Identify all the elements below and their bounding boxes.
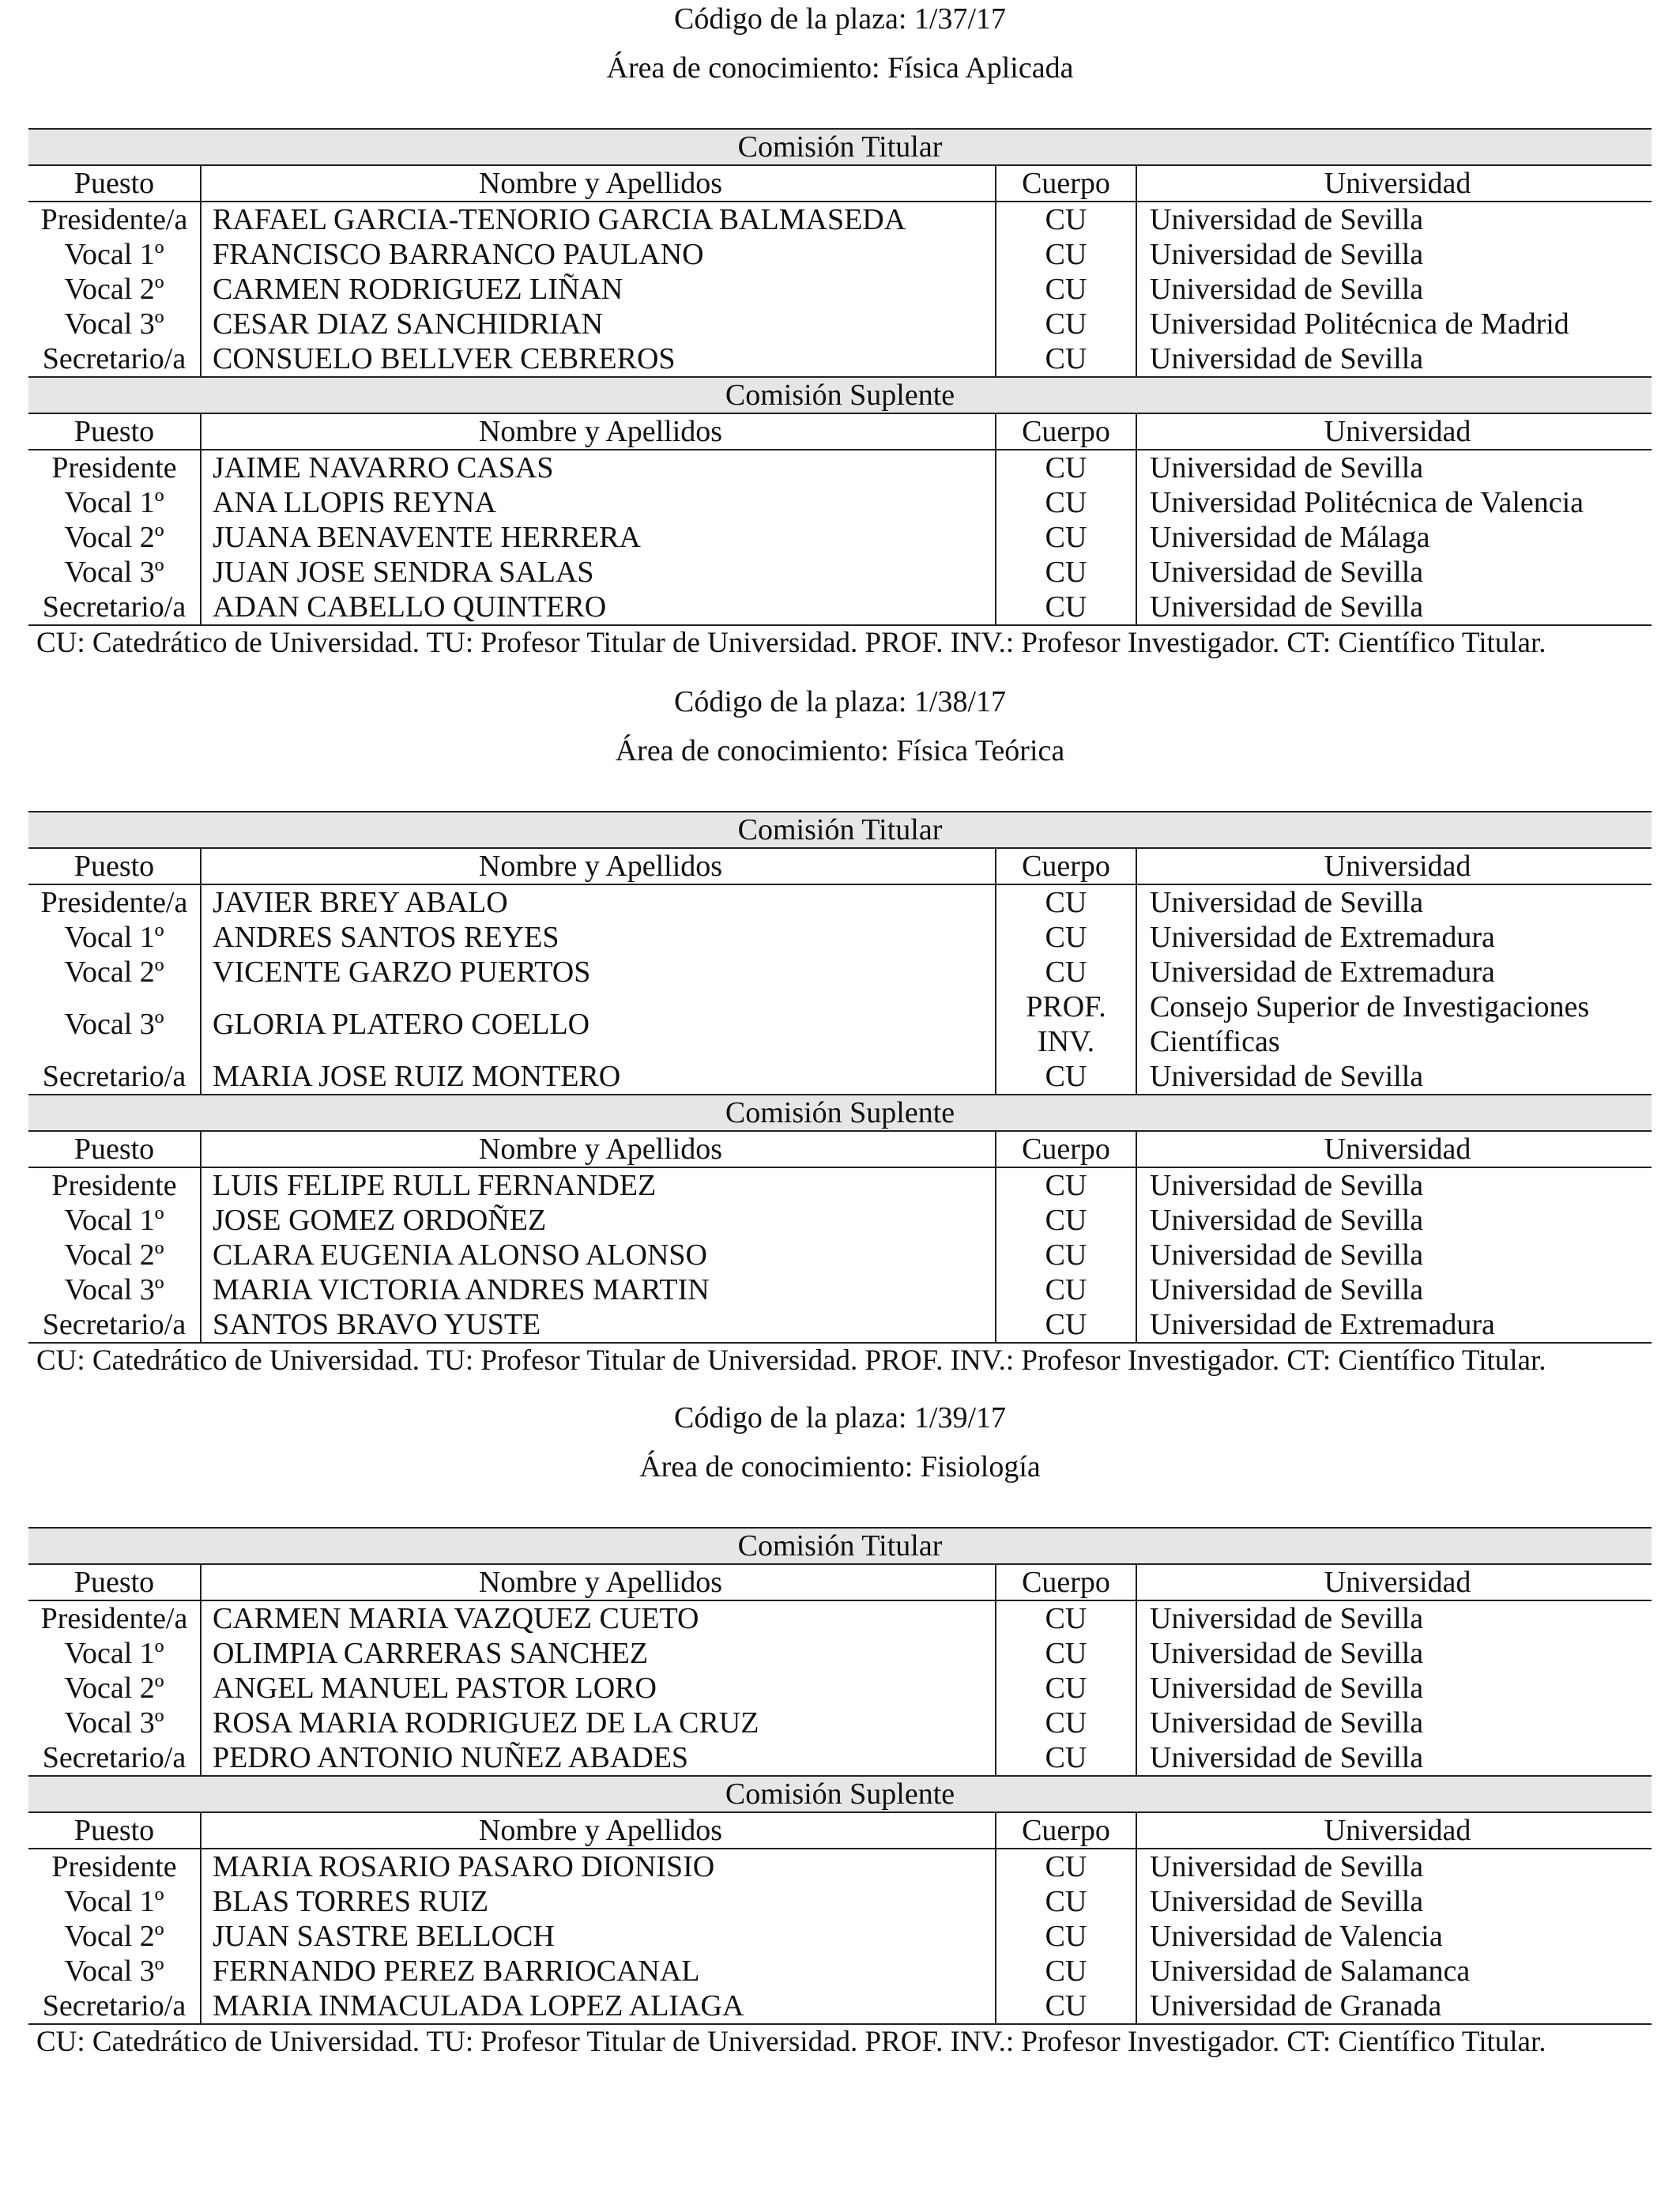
cell-nombre: PEDRO ANTONIO NUÑEZ ABADES [201,1740,996,1776]
cell-puesto: Secretario/a [28,1989,201,2024]
cell-cuerpo: CU [996,884,1136,920]
cell-cuerpo: CU [996,1203,1136,1238]
col-header-nombre: Nombre y Apellidos [201,1564,996,1600]
cell-puesto: Vocal 2º [64,1672,164,1705]
cell-nombre: LUIS FELIPE RULL FERNANDEZ [201,1167,996,1203]
plaza-section-3 [28,1399,1652,2060]
col-header-universidad: Universidad [1136,1564,1652,1600]
cell-nombre: CLARA EUGENIA ALONSO ALONSO [201,1238,996,1272]
cell-puesto: Presidente [51,1850,177,1883]
cell-universidad: Universidad de Sevilla [1136,1059,1652,1095]
cell-universidad: Universidad de Sevilla [1136,1203,1652,1238]
col-header-puesto: Puesto [28,413,201,450]
cell-puesto: Vocal 2º [64,273,164,306]
table-row [28,202,1652,237]
commission-table [28,811,1652,1344]
commission-titular-header: Comisión Titular [28,812,1652,848]
cell-universidad: Universidad de Málaga [1136,520,1652,555]
cell-puesto: Vocal 1º [64,486,164,519]
cell-universidad: Universidad de Sevilla [1136,202,1652,237]
cell-nombre: CARMEN RODRIGUEZ LIÑAN [201,272,996,307]
cell-universidad: Universidad de Sevilla [1136,1884,1652,1919]
commission-titular-header: Comisión Titular [28,129,1652,165]
cell-puesto: Vocal 2º [64,956,164,989]
cell-cuerpo: CU [996,237,1136,272]
cell-cuerpo: CU [996,307,1136,341]
col-header-cuerpo: Cuerpo [996,1812,1136,1849]
column-header-row [28,1564,1652,1600]
cell-cuerpo: CU [996,1740,1136,1776]
plaza-code: Código de la plaza: 1/37/17 [673,2,1007,36]
cell-puesto: Vocal 1º [64,1204,164,1237]
cell-cuerpo: CU [996,590,1136,625]
cell-nombre: MARIA VICTORIA ANDRES MARTIN [201,1272,996,1307]
col-header-nombre: Nombre y Apellidos [201,165,996,202]
cell-puesto: Vocal 3º [64,556,164,589]
cell-cuerpo [996,990,1136,1059]
cuerpo-line-2: INV. [1037,1025,1095,1058]
table-row [28,1884,1652,1919]
col-header-nombre: Nombre y Apellidos [201,1812,996,1849]
cell-puesto: Vocal 1º [64,238,164,271]
cell-puesto: Presidente [51,1169,177,1202]
cell-universidad: Universidad de Sevilla [1136,1167,1652,1203]
commission-suplente-header: Comisión Suplente [28,1776,1652,1812]
cell-cuerpo: CU [996,1636,1136,1671]
cell-cuerpo: CU [996,341,1136,377]
col-header-puesto: Puesto [28,1564,201,1600]
cell-cuerpo: CU [996,520,1136,555]
cell-universidad: Universidad de Sevilla [1136,555,1652,590]
table-row [28,1919,1652,1954]
commission-table [28,1527,1652,2025]
cell-nombre: MARIA ROSARIO PASARO DIONISIO [201,1849,996,1884]
cell-nombre: MARIA JOSE RUIZ MONTERO [201,1059,996,1095]
cell-puesto: Vocal 3º [64,1706,164,1740]
cell-nombre: JUAN JOSE SENDRA SALAS [201,555,996,590]
cell-cuerpo: CU [996,1671,1136,1706]
abbreviations-note: CU: Catedrático de Universidad. TU: Profesor Titular de Universidad. PROF. INV.: Profesor Investigador. CT: Científico Titular. [36,627,1546,659]
cell-universidad: Universidad de Sevilla [1136,590,1652,625]
cell-puesto: Presidente/a [40,886,188,919]
cell-universidad: Universidad de Extremadura [1136,955,1652,990]
column-header-row [28,413,1652,450]
cell-universidad: Universidad de Sevilla [1136,1238,1652,1272]
table-row [28,955,1652,990]
commission-table [28,128,1652,626]
cell-nombre: BLAS TORRES RUIZ [201,1884,996,1919]
universidad-line-2: Científicas [1150,1025,1280,1058]
col-header-puesto: Puesto [28,1131,201,1167]
cell-nombre: CONSUELO BELLVER CEBREROS [201,341,996,377]
cell-universidad: Universidad de Sevilla [1136,237,1652,272]
col-header-cuerpo: Cuerpo [996,165,1136,202]
cell-puesto: Vocal 1º [64,921,164,954]
cell-cuerpo: CU [996,1167,1136,1203]
cell-nombre: RAFAEL GARCIA-TENORIO GARCIA BALMASEDA [201,202,996,237]
cell-nombre: ROSA MARIA RODRIGUEZ DE LA CRUZ [201,1706,996,1740]
cell-puesto: Presidente/a [40,1602,188,1635]
cell-universidad: Universidad Politécnica de Valencia [1136,485,1652,520]
cell-nombre: SANTOS BRAVO YUSTE [201,1307,996,1343]
cell-puesto: Vocal 1º [64,1637,164,1670]
col-header-universidad: Universidad [1136,413,1652,450]
cell-puesto: Vocal 2º [64,521,164,554]
cell-nombre: JAIME NAVARRO CASAS [201,450,996,485]
table-row [28,1740,1652,1776]
table-row [28,1059,1652,1095]
abbreviations-note: CU: Catedrático de Universidad. TU: Profesor Titular de Universidad. PROF. INV.: Profesor Investigador. CT: Científico Titular. [36,2026,1546,2058]
commission-suplente-header: Comisión Suplente [28,377,1652,413]
cell-cuerpo: CU [996,1884,1136,1919]
table-row [28,1849,1652,1884]
table-row [28,1272,1652,1307]
cell-universidad: Universidad de Sevilla [1136,1671,1652,1706]
knowledge-area: Área de conocimiento: Física Aplicada [606,51,1074,85]
plaza-code: Código de la plaza: 1/39/17 [673,1401,1007,1434]
table-row [28,1238,1652,1272]
plaza-section-2 [28,683,1652,1378]
cell-cuerpo: CU [996,1600,1136,1636]
cell-universidad: Universidad de Sevilla [1136,884,1652,920]
table-row [28,1167,1652,1203]
col-header-cuerpo: Cuerpo [996,1131,1136,1167]
cell-puesto: Vocal 3º [64,1955,164,1988]
table-row [28,237,1652,272]
cell-cuerpo: CU [996,485,1136,520]
col-header-puesto: Puesto [28,848,201,884]
cell-puesto: Presidente [51,451,177,484]
table-row [28,555,1652,590]
cell-nombre: CESAR DIAZ SANCHIDRIAN [201,307,996,341]
col-header-nombre: Nombre y Apellidos [201,413,996,450]
column-header-row [28,848,1652,884]
cell-cuerpo: CU [996,1919,1136,1954]
cuerpo-line-1: PROF. [1026,990,1106,1023]
cell-cuerpo: CU [996,955,1136,990]
cell-universidad: Universidad de Valencia [1136,1919,1652,1954]
cell-nombre: GLORIA PLATERO COELLO [201,990,996,1059]
cell-cuerpo: CU [996,920,1136,955]
cell-nombre: ADAN CABELLO QUINTERO [201,590,996,625]
table-row [28,1203,1652,1238]
table-row [28,920,1652,955]
cell-universidad: Universidad de Sevilla [1136,341,1652,377]
plaza-code: Código de la plaza: 1/38/17 [673,685,1007,718]
cell-cuerpo: CU [996,1307,1136,1343]
table-row [28,1307,1652,1343]
cell-puesto: Secretario/a [42,1741,186,1774]
cell-cuerpo: CU [996,1849,1136,1884]
table-row [28,884,1652,920]
table-row [28,307,1652,341]
cell-cuerpo: CU [996,1238,1136,1272]
cell-universidad: Universidad de Extremadura [1136,1307,1652,1343]
cell-universidad: Universidad de Sevilla [1136,1849,1652,1884]
cell-puesto: Vocal 1º [64,1885,164,1918]
cell-cuerpo: CU [996,1706,1136,1740]
col-header-puesto: Puesto [28,165,201,202]
table-row [28,1600,1652,1636]
cell-nombre: MARIA INMACULADA LOPEZ ALIAGA [201,1989,996,2024]
cell-cuerpo: CU [996,450,1136,485]
plaza-section-1 [28,0,1652,661]
cell-puesto: Vocal 3º [64,1008,164,1041]
col-header-universidad: Universidad [1136,1812,1652,1849]
col-header-universidad: Universidad [1136,848,1652,884]
cell-cuerpo: CU [996,272,1136,307]
cell-nombre: ANDRES SANTOS REYES [201,920,996,955]
col-header-cuerpo: Cuerpo [996,848,1136,884]
cell-universidad [1136,990,1652,1059]
cell-nombre: ANA LLOPIS REYNA [201,485,996,520]
cell-nombre: JOSE GOMEZ ORDOÑEZ [201,1203,996,1238]
table-row [28,450,1652,485]
cell-puesto: Vocal 3º [64,1273,164,1306]
column-header-row [28,165,1652,202]
cell-nombre: OLIMPIA CARRERAS SANCHEZ [201,1636,996,1671]
cell-cuerpo: CU [996,1954,1136,1989]
column-header-row [28,1812,1652,1849]
table-row [28,1989,1652,2024]
cell-cuerpo: CU [996,555,1136,590]
commission-suplente-header: Comisión Suplente [28,1095,1652,1131]
cell-nombre: FERNANDO PEREZ BARRIOCANAL [201,1954,996,1989]
cell-nombre: FRANCISCO BARRANCO PAULANO [201,237,996,272]
cell-puesto: Secretario/a [28,1307,201,1343]
cell-cuerpo: CU [996,1272,1136,1307]
cell-universidad: Universidad de Sevilla [1136,1636,1652,1671]
table-row [28,1671,1652,1706]
cell-nombre: CARMEN MARIA VAZQUEZ CUETO [201,1600,996,1636]
knowledge-area: Área de conocimiento: Física Teórica [615,734,1065,767]
abbreviations-note: CU: Catedrático de Universidad. TU: Profesor Titular de Universidad. PROF. INV.: Profesor Investigador. CT: Científico Titular. [36,1344,1546,1377]
table-row [28,1954,1652,1989]
cell-nombre: JUAN SASTRE BELLOCH [201,1919,996,1954]
cell-puesto: Secretario/a [42,342,186,375]
cell-universidad: Universidad de Sevilla [1136,1600,1652,1636]
col-header-nombre: Nombre y Apellidos [201,1131,996,1167]
col-header-cuerpo: Cuerpo [996,1564,1136,1600]
cell-universidad: Universidad de Salamanca [1136,1954,1652,1989]
commission-titular-header: Comisión Titular [28,1528,1652,1564]
col-header-universidad: Universidad [1136,165,1652,202]
column-header-row [28,1131,1652,1167]
cell-universidad: Universidad de Sevilla [1136,272,1652,307]
cell-nombre: JUANA BENAVENTE HERRERA [201,520,996,555]
cell-puesto: Vocal 3º [64,307,164,341]
col-header-universidad: Universidad [1136,1131,1652,1167]
cell-cuerpo: CU [996,202,1136,237]
knowledge-area: Área de conocimiento: Fisiología [639,1450,1041,1483]
cell-puesto: Vocal 2º [64,1238,164,1272]
cell-universidad: Universidad de Sevilla [1136,1272,1652,1307]
table-row [28,485,1652,520]
cell-universidad: Universidad de Extremadura [1136,920,1652,955]
cell-puesto: Presidente/a [40,203,188,236]
cell-puesto: Secretario/a [28,590,201,625]
col-header-cuerpo: Cuerpo [996,413,1136,450]
table-row [28,1636,1652,1671]
cell-cuerpo: CU [996,1989,1136,2024]
cell-nombre: ANGEL MANUEL PASTOR LORO [201,1671,996,1706]
table-row [28,520,1652,555]
cell-universidad: Universidad de Sevilla [1136,1740,1652,1776]
cell-nombre: JAVIER BREY ABALO [201,884,996,920]
table-row [28,272,1652,307]
cell-universidad: Universidad de Sevilla [1136,1706,1652,1740]
col-header-puesto: Puesto [28,1812,201,1849]
table-row [28,1706,1652,1740]
table-row [28,341,1652,377]
cell-nombre: VICENTE GARZO PUERTOS [201,955,996,990]
table-row [28,990,1652,1059]
col-header-nombre: Nombre y Apellidos [201,848,996,884]
cell-universidad: Universidad Politécnica de Madrid [1136,307,1652,341]
cell-universidad: Universidad de Sevilla [1136,450,1652,485]
cell-universidad: Universidad de Granada [1136,1989,1652,2024]
cell-puesto: Secretario/a [42,1060,186,1093]
table-row [28,590,1652,625]
universidad-line-1: Consejo Superior de Investigaciones [1150,990,1590,1023]
cell-cuerpo: CU [996,1059,1136,1095]
cell-puesto: Vocal 2º [64,1920,164,1953]
